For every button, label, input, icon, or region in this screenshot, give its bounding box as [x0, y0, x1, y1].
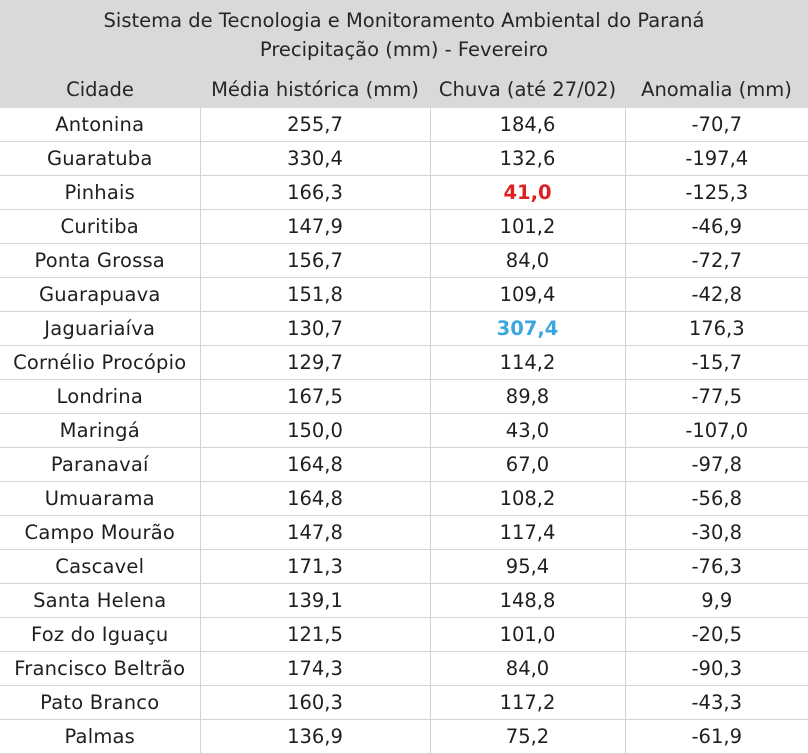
- cell-chuva: 67,0: [430, 448, 625, 482]
- cell-cidade: Santa Helena: [0, 584, 200, 618]
- cell-chuva: 41,0: [430, 176, 625, 210]
- cell-anomalia: -77,5: [625, 380, 808, 414]
- table-row: [0, 448, 808, 482]
- cell-cidade: Antonina: [0, 108, 200, 142]
- cell-chuva: 109,4: [430, 278, 625, 312]
- cell-media-historica: 136,9: [200, 720, 430, 754]
- cell-media-historica: 156,7: [200, 244, 430, 278]
- cell-cidade: Guarapuava: [0, 278, 200, 312]
- cell-media-historica: 147,9: [200, 210, 430, 244]
- table-header: [0, 70, 808, 108]
- cell-cidade: Palmas: [0, 720, 200, 754]
- cell-anomalia: -15,7: [625, 346, 808, 380]
- cell-anomalia: -197,4: [625, 142, 808, 176]
- cell-anomalia: -107,0: [625, 414, 808, 448]
- cell-cidade: Campo Mourão: [0, 516, 200, 550]
- cell-anomalia: -76,3: [625, 550, 808, 584]
- cell-media-historica: 164,8: [200, 482, 430, 516]
- column-header-cidade: Cidade: [0, 70, 200, 108]
- cell-chuva: 117,4: [430, 516, 625, 550]
- cell-media-historica: 171,3: [200, 550, 430, 584]
- cell-cidade: Francisco Beltrão: [0, 652, 200, 686]
- table-row: [0, 652, 808, 686]
- cell-media-historica: 139,1: [200, 584, 430, 618]
- cell-anomalia: -42,8: [625, 278, 808, 312]
- cell-cidade: Maringá: [0, 414, 200, 448]
- cell-cidade: Foz do Iguaçu: [0, 618, 200, 652]
- cell-chuva: 84,0: [430, 244, 625, 278]
- column-header-anomalia: Anomalia (mm): [625, 70, 808, 108]
- cell-chuva: 84,0: [430, 652, 625, 686]
- table-row: [0, 618, 808, 652]
- cell-anomalia: -30,8: [625, 516, 808, 550]
- table-row: [0, 278, 808, 312]
- cell-chuva: 108,2: [430, 482, 625, 516]
- cell-cidade: Jaguariaíva: [0, 312, 200, 346]
- table-row: [0, 312, 808, 346]
- table-row: [0, 244, 808, 278]
- cell-anomalia: -56,8: [625, 482, 808, 516]
- table-row: [0, 550, 808, 584]
- table-row: [0, 176, 808, 210]
- cell-media-historica: 167,5: [200, 380, 430, 414]
- cell-cidade: Cascavel: [0, 550, 200, 584]
- table-row: [0, 142, 808, 176]
- report-title: Sistema de Tecnologia e Monitoramento Ambiental do Paraná: [103, 9, 705, 32]
- cell-anomalia: 176,3: [625, 312, 808, 346]
- header-row: [0, 70, 808, 108]
- table-row: [0, 686, 808, 720]
- cell-chuva: 89,8: [430, 380, 625, 414]
- cell-anomalia: -43,3: [625, 686, 808, 720]
- column-header-media-historica: Média histórica (mm): [200, 70, 430, 108]
- cell-chuva: 307,4: [430, 312, 625, 346]
- cell-chuva: 148,8: [430, 584, 625, 618]
- cell-anomalia: -125,3: [625, 176, 808, 210]
- cell-anomalia: -61,9: [625, 720, 808, 754]
- cell-chuva: 117,2: [430, 686, 625, 720]
- table-row: [0, 210, 808, 244]
- cell-anomalia: -20,5: [625, 618, 808, 652]
- cell-anomalia: -97,8: [625, 448, 808, 482]
- cell-cidade: Cornélio Procópio: [0, 346, 200, 380]
- cell-media-historica: 129,7: [200, 346, 430, 380]
- cell-cidade: Pinhais: [0, 176, 200, 210]
- cell-cidade: Curitiba: [0, 210, 200, 244]
- cell-chuva: 114,2: [430, 346, 625, 380]
- cell-media-historica: 174,3: [200, 652, 430, 686]
- cell-chuva: 101,2: [430, 210, 625, 244]
- cell-chuva: 184,6: [430, 108, 625, 142]
- cell-anomalia: -46,9: [625, 210, 808, 244]
- cell-chuva: 75,2: [430, 720, 625, 754]
- cell-cidade: Umuarama: [0, 482, 200, 516]
- cell-media-historica: 164,8: [200, 448, 430, 482]
- cell-chuva: 43,0: [430, 414, 625, 448]
- cell-cidade: Paranavaí: [0, 448, 200, 482]
- column-header-chuva: Chuva (até 27/02): [430, 70, 625, 108]
- cell-cidade: Pato Branco: [0, 686, 200, 720]
- cell-media-historica: 255,7: [200, 108, 430, 142]
- precipitation-table: [0, 70, 808, 754]
- table-row: [0, 720, 808, 754]
- cell-anomalia: -90,3: [625, 652, 808, 686]
- cell-anomalia: -72,7: [625, 244, 808, 278]
- table-row: [0, 346, 808, 380]
- table-row: [0, 516, 808, 550]
- table-body: [0, 108, 808, 754]
- cell-media-historica: 160,3: [200, 686, 430, 720]
- cell-media-historica: 121,5: [200, 618, 430, 652]
- cell-media-historica: 166,3: [200, 176, 430, 210]
- cell-media-historica: 150,0: [200, 414, 430, 448]
- cell-media-historica: 330,4: [200, 142, 430, 176]
- cell-chuva: 101,0: [430, 618, 625, 652]
- table-row: [0, 482, 808, 516]
- cell-cidade: Ponta Grossa: [0, 244, 200, 278]
- table-row: [0, 414, 808, 448]
- report-header: [0, 0, 808, 70]
- table-row: [0, 380, 808, 414]
- cell-chuva: 132,6: [430, 142, 625, 176]
- cell-media-historica: 130,7: [200, 312, 430, 346]
- report-subtitle: Precipitação (mm) - Fevereiro: [259, 38, 549, 61]
- cell-media-historica: 147,8: [200, 516, 430, 550]
- table-row: [0, 108, 808, 142]
- table-row: [0, 584, 808, 618]
- cell-media-historica: 151,8: [200, 278, 430, 312]
- cell-anomalia: -70,7: [625, 108, 808, 142]
- cell-chuva: 95,4: [430, 550, 625, 584]
- cell-cidade: Guaratuba: [0, 142, 200, 176]
- cell-cidade: Londrina: [0, 380, 200, 414]
- cell-anomalia: 9,9: [625, 584, 808, 618]
